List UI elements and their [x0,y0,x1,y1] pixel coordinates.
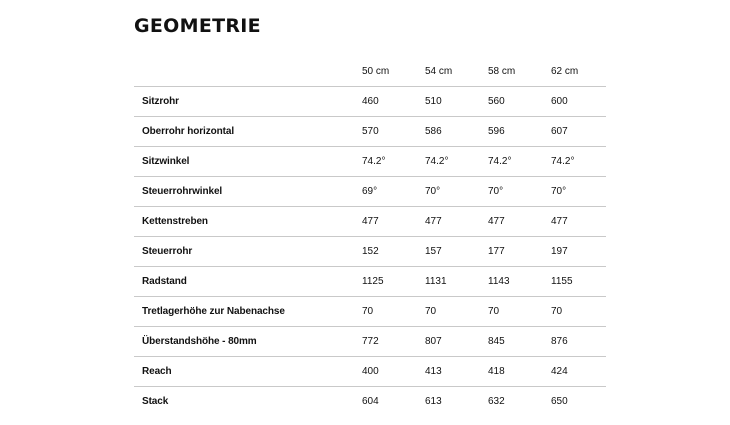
table-cell: 70 [488,297,551,327]
table-row [134,297,606,327]
table-cell: 650 [551,396,568,407]
table-body [134,87,606,417]
table-cell: 477 [362,207,425,237]
table-cell: 69° [362,177,425,207]
table-row [134,267,606,297]
row-label: Radstand [134,267,362,297]
row-label: Oberrohr horizontal [134,117,362,147]
geometry-table [134,57,606,416]
table-cell: 510 [425,87,488,117]
table-cell: 604 [362,396,379,407]
table-row [134,147,606,177]
table-cell: 74.2° [551,147,606,177]
row-label: Steuerrohr [134,237,362,267]
table-cell: 70° [551,177,606,207]
table-cell: 807 [425,327,488,357]
size-header-50: 50 cm [362,57,425,87]
table-row [134,117,606,147]
table-cell: 177 [488,237,551,267]
table-cell: 418 [488,357,551,387]
table-row [134,237,606,267]
table-row [134,357,606,387]
table-cell: 477 [425,207,488,237]
row-label: Reach [134,357,362,387]
table-cell: 560 [488,87,551,117]
table-header [134,57,606,87]
header-row [134,57,606,87]
row-label: Tretlagerhöhe zur Nabenachse [134,297,362,327]
table-cell: 876 [551,327,606,357]
table-cell: 772 [362,327,425,357]
table-cell: 74.2° [425,147,488,177]
header-corner [134,57,362,87]
table-cell: 157 [425,237,488,267]
table-cell: 586 [425,117,488,147]
page-title: GEOMETRIE [134,15,261,37]
table-cell: 596 [488,117,551,147]
row-label: Stack [142,396,169,407]
table-cell: 607 [551,117,606,147]
table-cell: 477 [551,207,606,237]
table-row [134,207,606,237]
size-header-62: 62 cm [551,57,606,87]
table-cell: 70 [362,297,425,327]
table-cell: 74.2° [488,147,551,177]
table-cell: 70 [551,297,606,327]
table-row [134,177,606,207]
row-label: Sitzrohr [134,87,362,117]
table-cell: 400 [362,357,425,387]
table-cell: 70° [488,177,551,207]
row-label: Kettenstreben [134,207,362,237]
table-cell: 70° [425,177,488,207]
row-label: Überstandshöhe - 80mm [134,327,362,357]
table-cell: 477 [488,207,551,237]
table-row [134,87,606,117]
size-header-54: 54 cm [425,57,488,87]
table-cell: 1131 [425,267,488,297]
table-cell: 600 [551,87,606,117]
table-cell: 70 [425,297,488,327]
table-cell: 413 [425,357,488,387]
size-header-58: 58 cm [488,57,551,87]
table-cell: 570 [362,117,425,147]
table-cell: 1143 [488,267,551,297]
table-cell: 632 [488,396,505,407]
table-cell: 74.2° [362,147,425,177]
table-cell: 845 [488,327,551,357]
row-label: Sitzwinkel [134,147,362,177]
table-row [134,387,606,417]
table-cell: 613 [425,396,442,407]
table-cell: 424 [551,357,606,387]
row-label: Steuerrohrwinkel [134,177,362,207]
table-cell: 1155 [551,267,606,297]
table-cell: 197 [551,237,606,267]
table-row [134,327,606,357]
table-cell: 460 [362,87,425,117]
table-cell: 1125 [362,267,425,297]
table-cell: 152 [362,237,425,267]
